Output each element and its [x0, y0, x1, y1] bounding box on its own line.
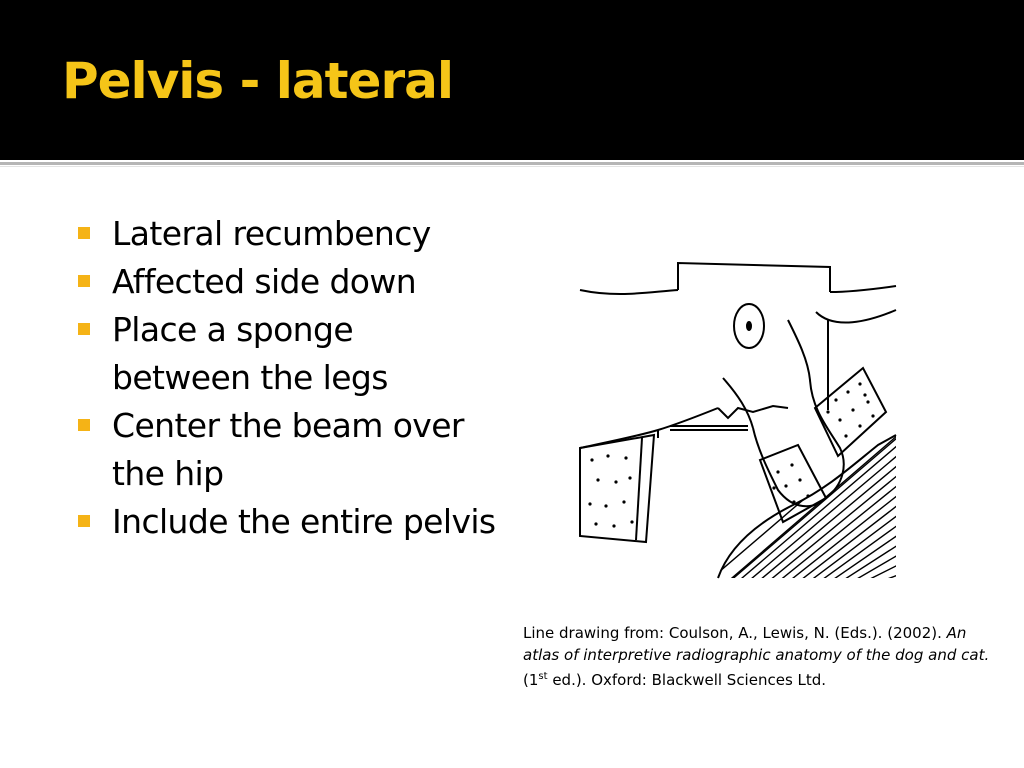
bullet-text: Include the entire pelvis: [112, 502, 496, 541]
caption-edition-open: (1: [523, 671, 539, 689]
bullet-item: [78, 402, 498, 498]
header-divider-light: [0, 166, 1024, 167]
bullet-item: [78, 306, 498, 402]
lower-sponge: [760, 445, 826, 522]
right-sponge: [815, 368, 886, 456]
title-bar: [0, 0, 1024, 160]
square-bullet-icon: [78, 227, 90, 239]
caption-edition-superscript: st: [538, 671, 548, 682]
square-bullet-icon: [78, 515, 90, 527]
bullet-item: [78, 258, 498, 306]
bullet-list: [78, 210, 498, 546]
image-credit-caption: [523, 622, 993, 691]
bullet-item: [78, 210, 498, 258]
body-top-line-right: [830, 286, 896, 292]
slide-title: Pelvis - lateral: [62, 52, 453, 110]
bullet-text: Affected side down: [112, 262, 417, 301]
square-bullet-icon: [78, 323, 90, 335]
caption-prefix: Line drawing from: Coulson, A., Lewis, N. (Eds.). (2002).: [523, 624, 942, 642]
square-bullet-icon: [78, 419, 90, 431]
caption-book-title: An atlas of interpretive radiographic anatomy of the dog and cat.: [523, 624, 990, 664]
left-sponge: [580, 435, 654, 542]
body-top-line: [580, 290, 678, 294]
caption-edition-close: ed.). Oxford: Blackwell Sciences Ltd.: [547, 671, 827, 689]
pelvis-positioning-line-drawing: [578, 260, 898, 580]
bullet-item: [78, 498, 498, 546]
bullet-text: Place a sponge between the legs: [112, 310, 388, 397]
square-bullet-icon: [78, 275, 90, 287]
bullet-text: Lateral recumbency: [112, 214, 431, 253]
bullet-text: Center the beam over the hip: [112, 406, 464, 493]
spine-plate: [678, 263, 830, 292]
header-divider: [0, 162, 1024, 165]
